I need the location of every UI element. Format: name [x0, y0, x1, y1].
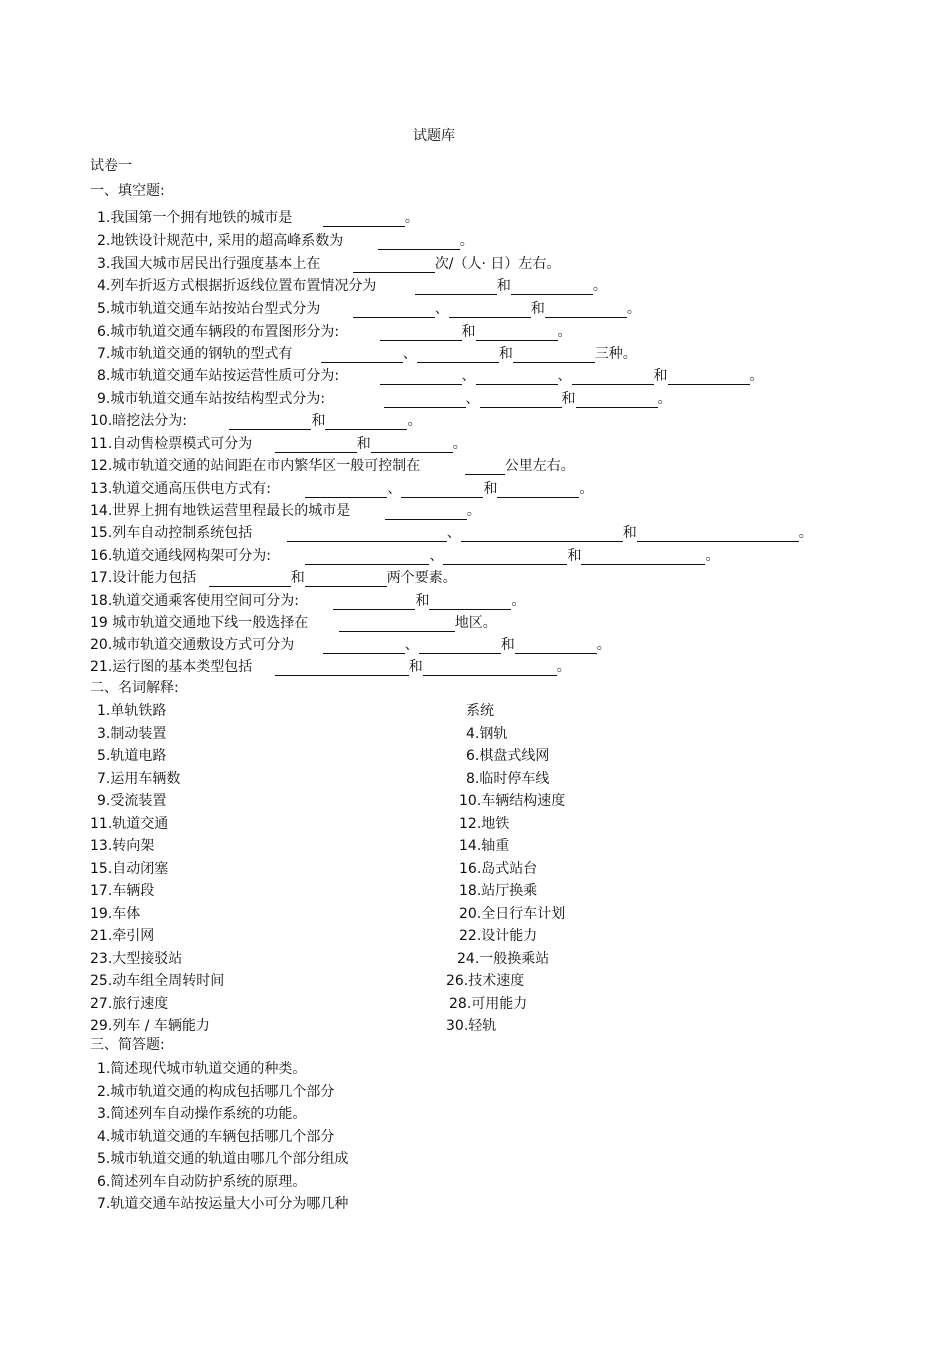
answer-blank: [333, 594, 415, 610]
answer-blank: [323, 211, 405, 227]
question-item: 3.简述列车自动操作系统的功能。: [97, 1106, 307, 1122]
term-item: 10.车辆结构速度: [459, 793, 566, 809]
section1-heading: 一、填空题:: [90, 183, 165, 199]
question-item: 4.城市轨道交通的车辆包括哪几个部分: [97, 1128, 335, 1145]
answer-blank: [380, 325, 462, 341]
term-item: 1.单轨铁路: [97, 703, 167, 719]
section2-heading: 二、名词解释:: [90, 680, 179, 696]
question-item: 5.城市轨道交通的轨道由哪几个部分组成: [97, 1151, 349, 1167]
question-item: 7.轨道交通车站按运量大小可分为哪几种: [97, 1196, 349, 1212]
answer-blank: [325, 414, 407, 430]
fill-item-2: 2.地铁设计规范中, 采用的超高峰系数为 。: [97, 233, 474, 249]
fill-item-6: 6.城市轨道交通车辆段的布置图形分为: 和 。: [97, 324, 572, 340]
answer-blank: [417, 347, 499, 363]
term-item: 7.运用车辆数: [97, 770, 181, 787]
term-item: 5.轨道电路: [97, 748, 167, 764]
answer-blank: [461, 526, 623, 542]
fill-item-16: 16.轨道交通线网构架可分为: 、 和 。: [90, 548, 720, 564]
answer-blank: [476, 369, 558, 385]
term-item: 30.轻轨: [446, 1018, 497, 1034]
fill-item-5: 5.城市轨道交通车站按站台型式分为 、 和 。: [97, 301, 641, 317]
answer-blank: [305, 549, 429, 565]
answer-blank: [380, 369, 462, 385]
term-item: 8.临时停车线: [466, 770, 550, 787]
term-item: 13.转向架: [90, 838, 155, 854]
fill-item-1: 1.我国第一个拥有地铁的城市是 。: [97, 210, 419, 226]
fill-item-19: 19 城市轨道交通地下线一般选择在 地区。: [90, 615, 497, 631]
term-item: 20.全日行车计划: [459, 905, 566, 922]
answer-blank: [229, 414, 311, 430]
answer-blank: [275, 660, 409, 676]
fill-item-15: 15.列车自动控制系统包括 、 和 。: [90, 525, 813, 541]
answer-blank: [287, 526, 447, 542]
term-item: 14.轴重: [459, 838, 510, 854]
question-item: 6.简述列车自动防护系统的原理。: [97, 1173, 307, 1190]
fill-item-20: 20.城市轨道交通敷设方式可分为 、 和 。: [90, 637, 611, 653]
fill-item-14: 14.世界上拥有地铁运营里程最长的城市是 。: [90, 503, 481, 519]
answer-blank: [480, 392, 562, 408]
answer-blank: [576, 392, 658, 408]
fill-item-12: 12.城市轨道交通的站间距在市内繁华区一般可控制在 公里左右。: [90, 458, 575, 474]
term-item: 29.列车 / 车辆能力: [90, 1018, 210, 1034]
answer-blank: [353, 302, 435, 318]
term-item: 25.动车组全周转时间: [90, 973, 225, 989]
answer-blank: [275, 437, 357, 453]
answer-blank: [353, 257, 435, 273]
fill-item-3: 3.我国大城市居民出行强度基本上在 次/（人· 日）左右。: [97, 256, 561, 272]
answer-blank: [423, 660, 557, 676]
fill-item-21: 21.运行图的基本类型包括 和 。: [90, 659, 571, 675]
answer-blank: [465, 459, 505, 475]
answer-blank: [401, 482, 483, 498]
term-item: 17.车辆段: [90, 883, 155, 899]
term-item: 23.大型接驳站: [90, 950, 183, 967]
answer-blank: [321, 347, 403, 363]
term-item: 3.制动装置: [97, 725, 167, 742]
term-item: 19.车体: [90, 905, 141, 922]
answer-blank: [449, 302, 531, 318]
term-item: 27.旅行速度: [90, 995, 169, 1012]
question-item: 2.城市轨道交通的构成包括哪几个部分: [97, 1083, 335, 1100]
answer-blank: [415, 279, 497, 295]
term-item: 28.可用能力: [449, 995, 528, 1012]
answer-blank: [476, 325, 558, 341]
answer-blank: [572, 369, 654, 385]
answer-blank: [545, 302, 627, 318]
term-item: 21.牵引网: [90, 928, 155, 944]
answer-blank: [637, 526, 799, 542]
fill-item-9: 9.城市轨道交通车站按结构型式分为: 、 和 。: [97, 391, 672, 407]
answer-blank: [378, 234, 460, 250]
document-title: 试题库: [413, 128, 455, 144]
answer-blank: [497, 482, 579, 498]
paper-label: 试卷一: [90, 158, 132, 174]
answer-blank: [339, 616, 455, 632]
answer-blank: [513, 347, 595, 363]
answer-blank: [371, 437, 453, 453]
answer-blank: [209, 571, 291, 587]
answer-blank: [305, 571, 387, 587]
fill-item-11: 11.自动售检票模式可分为 和 。: [90, 436, 467, 452]
answer-blank: [515, 638, 597, 654]
fill-item-18: 18.轨道交通乘客使用空间可分为: 和 。: [90, 593, 526, 609]
answer-blank: [581, 549, 705, 565]
question-item: 1.简述现代城市轨道交通的种类。: [97, 1061, 307, 1077]
term-item: 9.受流装置: [97, 793, 167, 809]
fill-item-8: 8.城市轨道交通车站按运营性质可分为: 、 、 和 。: [97, 368, 764, 384]
term-item: 26.技术速度: [446, 973, 525, 989]
fill-item-10: 10.暗挖法分为: 和 。: [90, 413, 422, 429]
answer-blank: [668, 369, 750, 385]
answer-blank: [384, 392, 466, 408]
term-item: 6.棋盘式线网: [466, 748, 550, 764]
answer-blank: [429, 594, 511, 610]
fill-item-17: 17.设计能力包括 和 两个要素。: [90, 570, 457, 586]
answer-blank: [419, 638, 501, 654]
term-item: 4.钢轨: [466, 725, 508, 742]
term-item: 18.站厅换乘: [459, 883, 538, 899]
term-item: 16.岛式站台: [459, 860, 538, 877]
section3-heading: 三、简答题:: [90, 1037, 165, 1053]
fill-item-7: 7.城市轨道交通的钢轨的型式有 、 和 三种。: [97, 346, 637, 362]
fill-item-13: 13.轨道交通高压供电方式有: 、 和 。: [90, 481, 594, 497]
answer-blank: [511, 279, 593, 295]
term-item: 15.自动闭塞: [90, 860, 169, 877]
fill-item-4: 4.列车折返方式根据折返线位置布置情况分为 和 。: [97, 278, 607, 294]
term-item: 22.设计能力: [459, 928, 538, 944]
answer-blank: [443, 549, 567, 565]
term-item: 11.轨道交通: [90, 815, 169, 832]
term-item: 系统: [466, 703, 494, 719]
answer-blank: [323, 638, 405, 654]
term-item: 12.地铁: [459, 815, 510, 832]
answer-blank: [305, 482, 387, 498]
answer-blank: [385, 504, 467, 520]
term-item: 24.一般换乘站: [457, 950, 550, 967]
